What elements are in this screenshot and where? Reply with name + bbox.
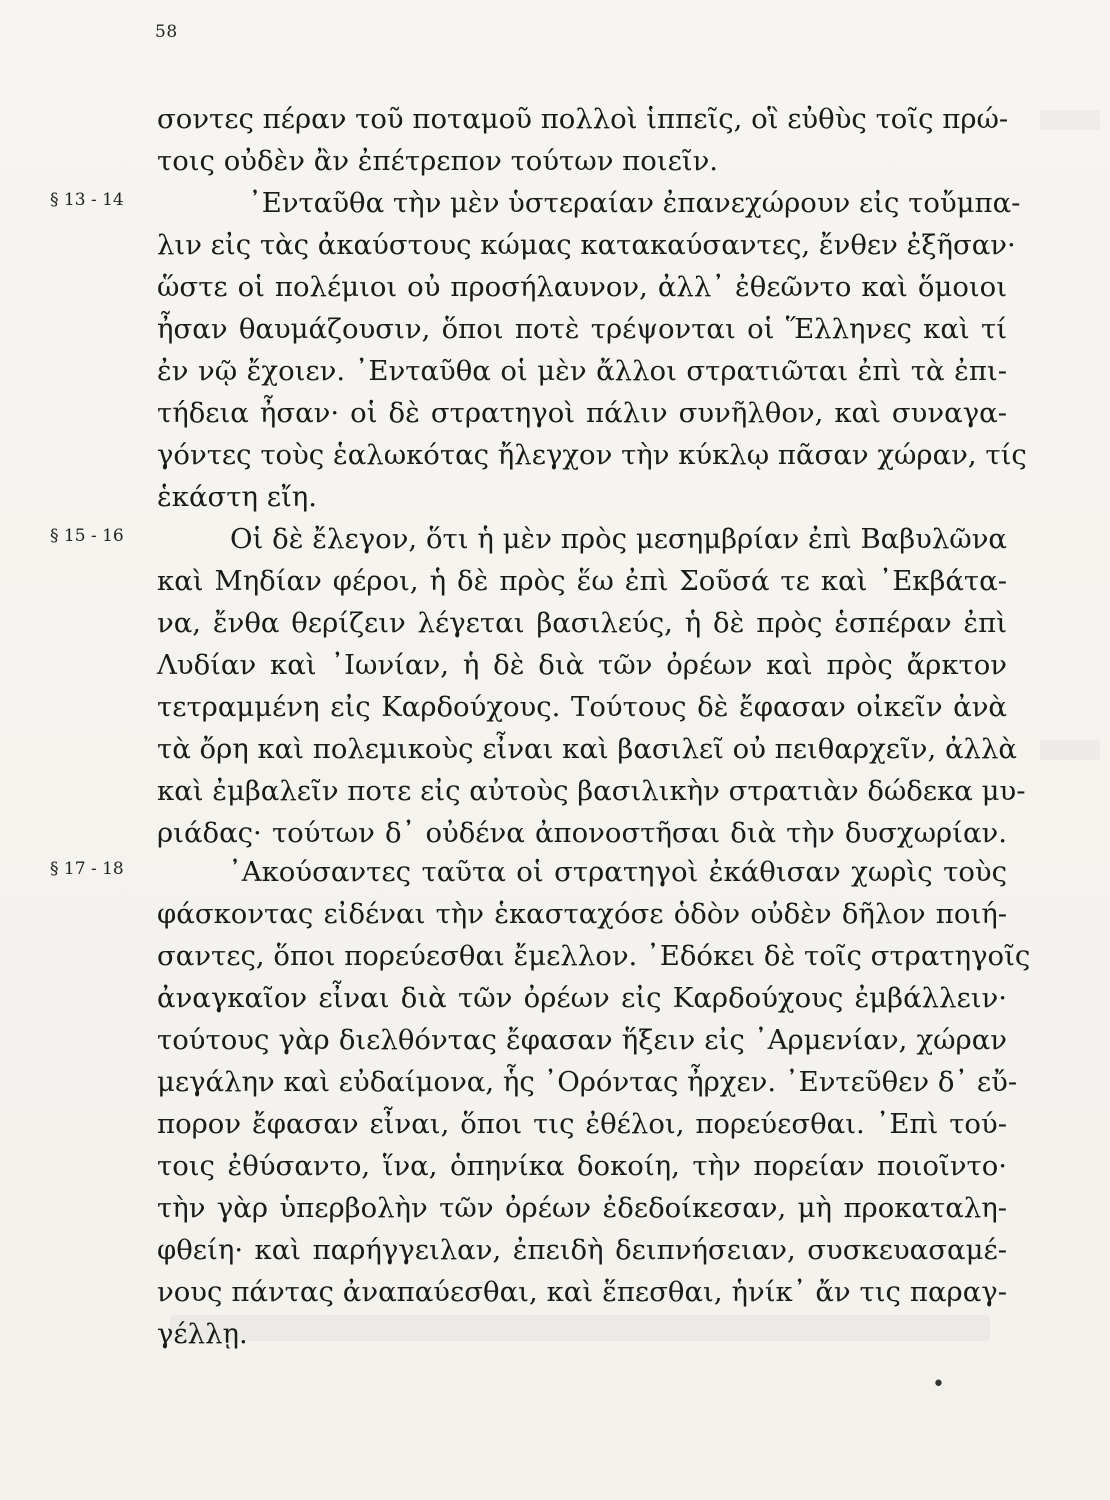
text-line: τοις οὐδὲν ἂν ἐπέτρεπον τούτων ποιεῖν. xyxy=(157,145,719,177)
text-line: τήδεια ἦσαν· οἱ δὲ στρατηγοὶ πάλιν συνῆλθον, καὶ συναγα- xyxy=(157,397,1007,429)
text-line: ᾿Ακούσαντες ταῦτα οἱ στρατηγοὶ ἐκάθισαν χωρὶς τοὺς xyxy=(228,856,1007,888)
text-line: σοντες πέραν τοῦ ποταμοῦ πολλοὶ ἱππεῖς, οἳ εὐθὺς τοῖς πρώ- xyxy=(157,103,1009,135)
text-line: σαντες, ὅποι πορεύεσθαι ἔμελλον. ᾿Εδόκει δὲ τοῖς στρατηγοῖς xyxy=(157,940,1031,972)
page-number: 58 xyxy=(155,22,178,42)
section-marker: § 13 - 14 xyxy=(50,190,124,210)
text-line: λιν εἰς τὰς ἀκαύστους κώμας κατακαύσαντες, ἔνθεν ἐξῆσαν· xyxy=(157,229,1016,261)
text-line: να, ἔνθα θερίζειν λέγεται βασιλεύς, ἡ δὲ πρὸς ἑσπέραν ἐπὶ xyxy=(157,607,1007,639)
text-line: μεγάλην καὶ εὐδαίμονα, ἧς ᾿Ορόντας ἦρχεν. ᾿Εντεῦθεν δ᾽ εὔ- xyxy=(157,1066,1018,1098)
text-line: πορον ἔφασαν εἶναι, ὅποι τις ἐθέλοι, πορεύεσθαι. ᾿Επὶ τού- xyxy=(157,1108,1007,1140)
text-line: τούτους γὰρ διελθόντας ἔφασαν ἥξειν εἰς ᾿Αρμενίαν, χώραν xyxy=(157,1024,1007,1056)
text-line: ὥστε οἱ πολέμιοι οὐ προσήλαυνον, ἀλλ᾽ ἐθεῶντο καὶ ὅμοιοι xyxy=(157,271,1007,303)
text-line: καὶ ἐμβαλεῖν ποτε εἰς αὐτοὺς βασιλικὴν στρατιὰν δώδεκα μυ- xyxy=(157,775,1026,807)
text-line: τοις ἐθύσαντο, ἵνα, ὁπηνίκα δοκοίη, τὴν πορείαν ποιοῖντο· xyxy=(157,1150,1007,1182)
text-line: καὶ Μηδίαν φέροι, ἡ δὲ πρὸς ἕω ἐπὶ Σοῦσά τε καὶ ᾿Εκβάτα- xyxy=(157,565,1007,597)
text-line: ἀναγκαῖον εἶναι διὰ τῶν ὀρέων εἰς Καρδούχους ἐμβάλλειν· xyxy=(157,982,1007,1014)
text-line: ἐν νῷ ἔχοιεν. ᾿Ενταῦθα οἱ μὲν ἄλλοι στρατιῶται ἐπὶ τὰ ἐπι- xyxy=(157,355,1007,387)
text-line: Οἱ δὲ ἔλεγον, ὅτι ἡ μὲν πρὸς μεσημβρίαν ἐπὶ Βαβυλῶνα xyxy=(230,523,1007,555)
text-line: γόντες τοὺς ἑαλωκότας ἤλεγχον τὴν κύκλῳ πᾶσαν χώραν, τίς xyxy=(157,439,1027,471)
text-line: τετραμμένη εἰς Καρδούχους. Τούτους δὲ ἔφασαν οἰκεῖν ἀνὰ xyxy=(157,691,1007,723)
text-line: νους πάντας ἀναπαύεσθαι, καὶ ἕπεσθαι, ἡνίκ᾽ ἄν τις παραγ- xyxy=(157,1276,1007,1308)
ink-speck: • xyxy=(932,1372,945,1397)
text-line: τὴν γὰρ ὑπερβολὴν τῶν ὀρέων ἐδεδοίκεσαν, μὴ προκαταλη- xyxy=(157,1192,1007,1224)
text-line: φάσκοντας εἰδέναι τὴν ἑκασταχόσε ὁδὸν οὐδὲν δῆλον ποιή- xyxy=(157,898,1007,930)
text-line: φθείη· καὶ παρήγγειλαν, ἐπειδὴ δειπνήσειαν, συσκευασαμέ- xyxy=(157,1234,1007,1266)
text-line: Λυδίαν καὶ ᾿Ιωνίαν, ἡ δὲ διὰ τῶν ὀρέων καὶ πρὸς ἄρκτον xyxy=(157,649,1007,681)
show-through-mark xyxy=(1040,740,1100,760)
text-line: γέλλῃ. xyxy=(157,1318,248,1350)
section-marker: § 15 - 16 xyxy=(50,526,124,546)
text-line: ᾿Ενταῦθα τὴν μὲν ὑστεραίαν ἐπανεχώρουν εἰς τοὔμπα- xyxy=(248,187,1021,219)
show-through-mark xyxy=(1040,110,1100,130)
text-line: ἑκάστη εἴη. xyxy=(157,481,317,513)
text-line: ἦσαν θαυμάζουσιν, ὅποι ποτὲ τρέψονται οἱ Ἕλληνες καὶ τί xyxy=(157,313,1007,345)
text-line: ριάδας· τούτων δ᾽ οὐδένα ἀπονοστῆσαι διὰ τὴν δυσχωρίαν. xyxy=(157,817,1007,849)
text-line: τὰ ὄρη καὶ πολεμικοὺς εἶναι καὶ βασιλεῖ οὐ πειθαρχεῖν, ἀλλὰ xyxy=(157,733,1017,765)
section-marker: § 17 - 18 xyxy=(50,859,124,879)
